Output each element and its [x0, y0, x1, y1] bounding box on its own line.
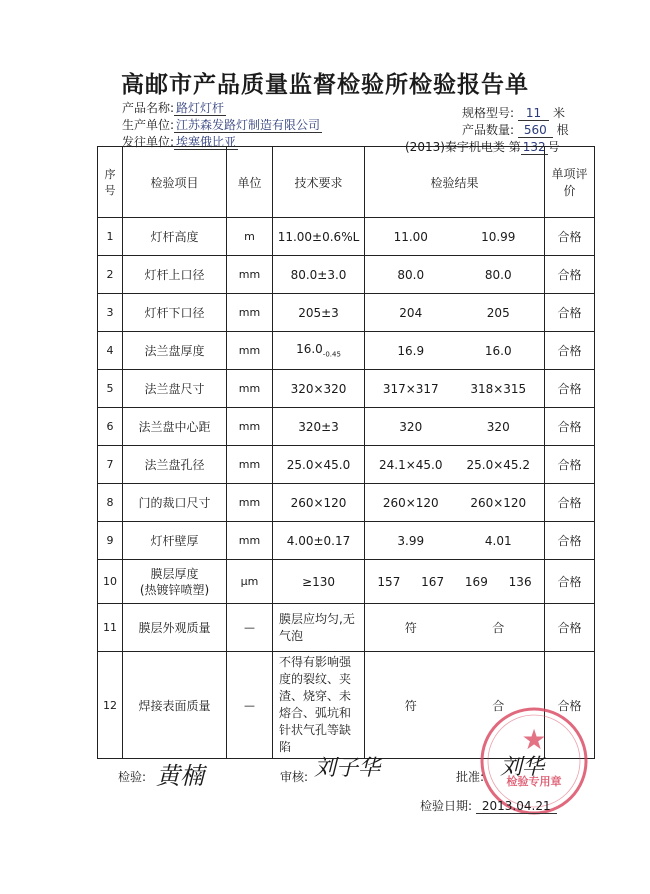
- row-unit: mm: [227, 484, 273, 522]
- row-unit: mm: [227, 332, 273, 370]
- spec-line: [462, 104, 565, 121]
- table-row: [98, 294, 595, 332]
- result-value: 320: [399, 419, 423, 434]
- row-no: 8: [98, 484, 123, 522]
- qty-label: 产品数量:: [462, 123, 515, 137]
- row-evaluation: 合格: [545, 408, 595, 446]
- row-requirement: 膜层应均匀,无气泡: [273, 604, 365, 652]
- row-evaluation: 合格: [545, 560, 595, 604]
- requirement-tolerance: -0.45: [322, 350, 341, 359]
- result-value: 符: [404, 621, 417, 635]
- header-no: 序号: [98, 147, 123, 218]
- row-result: [365, 408, 545, 446]
- result-value: 80.0: [397, 267, 425, 282]
- row-requirement: 11.00±0.6%L: [273, 218, 365, 256]
- row-requirement: 不得有影响强度的裂纹、夹渣、烧穿、未熔合、弧坑和针状气孔等缺陷: [273, 652, 365, 759]
- result-value: 167: [421, 574, 445, 589]
- row-item: 灯杆高度: [123, 218, 227, 256]
- row-evaluation: 合格: [545, 522, 595, 560]
- product-name-value: 路灯灯杆: [176, 101, 225, 115]
- row-item: [123, 560, 227, 604]
- table-row: [98, 446, 595, 484]
- row-item-line2: (热镀锌喷塑): [139, 582, 210, 597]
- row-evaluation: 合格: [545, 446, 595, 484]
- row-unit: mm: [227, 370, 273, 408]
- row-evaluation: 合格: [545, 218, 595, 256]
- row-result: [365, 294, 545, 332]
- header-requirement: 技术要求: [273, 147, 365, 218]
- table-row: [98, 560, 595, 604]
- result-value: 205: [486, 305, 510, 320]
- result-value: 136: [508, 574, 532, 589]
- result-value: 合: [492, 698, 505, 713]
- row-no: 6: [98, 408, 123, 446]
- approver-signature: 刘华: [500, 755, 545, 780]
- reviewer-signature: 刘子华: [314, 756, 381, 781]
- row-item: 灯杆下口径: [123, 294, 227, 332]
- row-requirement: 80.0±3.0: [273, 256, 365, 294]
- row-item: 焊接表面质量: [123, 652, 227, 759]
- approver-label: 批准:: [456, 770, 485, 784]
- row-unit: mm: [227, 408, 273, 446]
- result-value: 10.99: [481, 229, 516, 244]
- result-value: 260×120: [470, 495, 527, 510]
- row-no: 9: [98, 522, 123, 560]
- row-no: 1: [98, 218, 123, 256]
- result-value: 320: [486, 419, 510, 434]
- row-no: 12: [98, 652, 123, 759]
- result-value: 16.0: [484, 343, 512, 358]
- svg-text:★: ★: [521, 723, 547, 756]
- row-unit: mm: [227, 256, 273, 294]
- table-row: [98, 332, 595, 370]
- row-unit: m: [227, 218, 273, 256]
- requirement-value: 16.0: [296, 342, 323, 357]
- result-value: 16.9: [397, 343, 425, 358]
- row-evaluation: 合格: [545, 652, 595, 759]
- result-value: 169: [464, 574, 488, 589]
- row-requirement: 260×120: [273, 484, 365, 522]
- row-unit: mm: [227, 522, 273, 560]
- row-no: 3: [98, 294, 123, 332]
- qty-value: 560: [518, 123, 553, 138]
- row-result: [365, 604, 545, 652]
- header-result: 检验结果: [365, 147, 545, 218]
- report-title: 高邮市产品质量监督检验所检验报告单: [121, 71, 529, 98]
- row-item: 法兰盘孔径: [123, 446, 227, 484]
- row-item: 法兰盘厚度: [123, 332, 227, 370]
- doc-number-value: 132: [522, 140, 546, 154]
- result-value: 4.01: [484, 533, 512, 548]
- maker-line: [122, 116, 322, 133]
- inspector-label: 检验:: [118, 770, 147, 784]
- date-value: 2013.04.21: [476, 799, 557, 814]
- doc-number-prefix: (2013)秦宇机电类 第: [405, 140, 521, 154]
- row-requirement: 25.0×45.0: [273, 446, 365, 484]
- row-evaluation: 合格: [545, 484, 595, 522]
- reviewer-label: 审核:: [280, 770, 309, 784]
- maker-value: 江苏森发路灯制造有限公司: [176, 118, 321, 132]
- result-value: 157: [377, 574, 401, 589]
- header-evaluation: 单项评价: [545, 147, 595, 218]
- row-no: 10: [98, 560, 123, 604]
- result-value: 260×120: [382, 495, 439, 510]
- row-requirement: 4.00±0.17: [273, 522, 365, 560]
- row-requirement: ≥130: [273, 560, 365, 604]
- row-result: [365, 370, 545, 408]
- row-result: [365, 218, 545, 256]
- row-result: [365, 446, 545, 484]
- qty-line: [462, 121, 569, 138]
- table-row: [98, 218, 595, 256]
- row-requirement: [273, 332, 365, 370]
- inspection-table: [97, 146, 595, 759]
- row-result: [365, 256, 545, 294]
- maker-label: 生产单位:: [122, 118, 175, 132]
- result-value: 80.0: [484, 267, 512, 282]
- table-row: [98, 370, 595, 408]
- row-unit: —: [227, 652, 273, 759]
- inspector-signature: 黄楠: [156, 762, 204, 790]
- result-value: 合: [492, 621, 505, 635]
- row-no: 2: [98, 256, 123, 294]
- row-item: 膜层外观质量: [123, 604, 227, 652]
- date-line: [420, 797, 557, 814]
- header-unit: 单位: [227, 147, 273, 218]
- spec-unit: 米: [552, 106, 565, 120]
- row-no: 11: [98, 604, 123, 652]
- qty-unit: 根: [556, 123, 569, 137]
- product-name-line: [122, 99, 226, 116]
- date-label: 检验日期:: [420, 799, 473, 813]
- row-evaluation: 合格: [545, 256, 595, 294]
- result-value: 318×315: [470, 381, 527, 396]
- row-item: 法兰盘中心距: [123, 408, 227, 446]
- table-header-row: [98, 147, 595, 218]
- row-evaluation: 合格: [545, 604, 595, 652]
- table-row: [98, 522, 595, 560]
- row-item: 灯杆壁厚: [123, 522, 227, 560]
- result-value: 317×317: [382, 381, 439, 396]
- spec-value: 11: [518, 106, 549, 121]
- row-evaluation: 合格: [545, 370, 595, 408]
- result-value: 11.00: [393, 229, 428, 244]
- row-unit: mm: [227, 446, 273, 484]
- client-value: 埃塞俄比亚: [176, 135, 237, 149]
- result-value: 204: [399, 305, 423, 320]
- row-requirement: 320±3: [273, 408, 365, 446]
- row-unit: μm: [227, 560, 273, 604]
- row-unit: mm: [227, 294, 273, 332]
- result-value: 符: [404, 698, 417, 713]
- row-requirement: 205±3: [273, 294, 365, 332]
- row-item: 门的裁口尺寸: [123, 484, 227, 522]
- row-evaluation: 合格: [545, 294, 595, 332]
- row-item: 法兰盘尺寸: [123, 370, 227, 408]
- table-row: [98, 604, 595, 652]
- product-name-label: 产品名称:: [122, 101, 175, 115]
- header-item: 检验项目: [123, 147, 227, 218]
- result-value: 24.1×45.0: [379, 457, 443, 472]
- row-result: [365, 560, 545, 604]
- svg-text:检验专用章: 检验专用章: [506, 775, 562, 788]
- doc-number-suffix: 号: [547, 140, 560, 154]
- row-evaluation: 合格: [545, 332, 595, 370]
- row-result: [365, 484, 545, 522]
- result-value: 25.0×45.2: [466, 457, 530, 472]
- table-row: [98, 408, 595, 446]
- row-no: 4: [98, 332, 123, 370]
- row-no: 5: [98, 370, 123, 408]
- row-item: 灯杆上口径: [123, 256, 227, 294]
- table-row: [98, 484, 595, 522]
- row-no: 7: [98, 446, 123, 484]
- row-result: [365, 332, 545, 370]
- row-unit: —: [227, 604, 273, 652]
- row-requirement: 320×320: [273, 370, 365, 408]
- row-item-line1: 膜层厚度: [150, 566, 199, 581]
- client-label: 发往单位:: [122, 135, 175, 149]
- row-result: [365, 522, 545, 560]
- table-row: [98, 256, 595, 294]
- spec-label: 规格型号:: [462, 106, 515, 120]
- result-value: 3.99: [397, 533, 425, 548]
